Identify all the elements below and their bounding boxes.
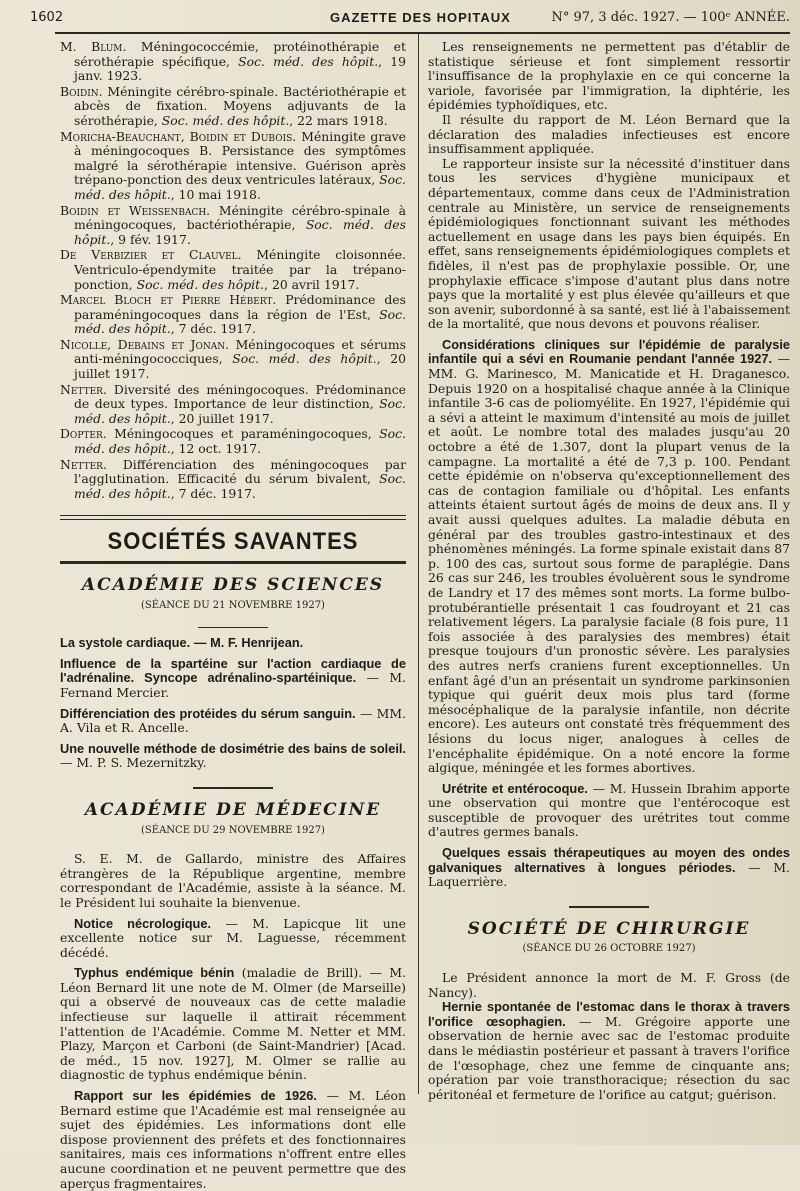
paragraph: Les renseignements ne permettent pas d'établir de statistique sérieuse et font simplement ressortir l'insuffisance de la prophylaxie en ce qui concerne la variole, favorisée par l'immigration, la diphtérie, les épidémies typhoïdiques, etc. — [428, 39, 790, 113]
communication-item: Notice nécrologique. — M. Lapicque lit une excellente notice sur M. Laguesse, récemment décédé. — [60, 915, 406, 960]
paragraph: Le Président annonce la mort de M. F. Gross (de Nancy). — [428, 970, 790, 1000]
reference-item: Netter. Différenciation des méningocoques par l'agglutination. Efficacité du sérum bivalent, Soc. méd. des hôpit., 7 déc. 1917. — [60, 456, 406, 501]
communication-item: Rapport sur les épidémies de 1926. — M. Léon Bernard estime que l'Académie est mal renseignée au sujet des épidémies. Les informations dont elle dispose proviennent des préfets et des fonctionnaires sanitaires, mais ces informations n'offrent entre elles aucune coordination et ne peuvent permettre que des aperçus fragmentaires. — [60, 1088, 406, 1191]
communication-item: Considérations cliniques sur l'épidémie de paralysie infantile qui a sévi en Roumanie pendant l'année 1927. — MM. G. Marinesco, M. Manicatide et H. Draganesco. Depuis 1920 on a hospitalisé chaque année à la Clinique infantile 3-6 cas de poliomyélite. En 1927, l'épidémie qui a sévi a atteint le maximum d'intensité au mois de juillet et août. Le nombre total des malades jusqu'au 20 octobre a été de 1.307, dont la plupart venus de la campagne. La mortalité a été de 7,3 p. 100. Pendant cette épidémie on n'observa qu'exceptionnellement des cas de contagion familiale ou d'hôpital. Les enfants atteints étaient surtout âgés de moins de deux ans. Il y avait aussi quelques adultes. La maladie débuta en général par des troubles gastro-intestinaux et des phénomènes méningés. La forme spinale existait dans 87 p. 100 des cas, surtout sous forme de paraplégie. Dans 26 cas sur 246, les troubles évoluèrent sous le syndrome de Landry et 17 des mêmes sont morts. La forme bulbo-protubérantielle présentait 1 cas foudroyant et 21 cas relativement légers. La paralysie faciale (8 fois pure, 11 fois associée à des paralysies des membres) était presque toujours d'un pronostic sévère. Les paralysies des autres nerfs craniens furent exceptionnelles. Un enfant âgé d'un an présentait un syndrome parkinsonien typique qui guérit deux mois plus tard (forme mésocéphalique de la paralysie infantile, non décrite encore). Les auteurs ont constaté très fréquemment des lésions du locus niger, analogues à celles de l'encéphalite épidémique. On a noté encore la forme algique, méningée et les formes abortives. — [428, 336, 790, 776]
reference-item: Marcel Bloch et Pierre Hébert. Prédominance des paraméningocoques dans la région de l'Est, Soc. méd. des hôpit., 7 déc. 1917. — [60, 292, 406, 337]
societe-chirurgie — [428, 918, 790, 1103]
reference-item: Boidin. Méningite cérébro-spinale. Bactériothérapie et abcès de fixation. Moyens adjuvants de la sérothérapie, Soc. méd. des hôpit., 22 mars 1918. — [60, 83, 406, 128]
running-header — [30, 4, 790, 30]
right-column — [428, 40, 790, 1102]
left-column — [60, 40, 406, 1191]
session-date: (SÉANCE DU 26 OCTOBRE 1927) — [522, 943, 696, 955]
issue-info: N° 97, 3 déc. 1927. — 100ᵉ ANNÉE. — [551, 10, 790, 25]
academy-heading: ACADÉMIE DE MÉDECINE — [84, 799, 382, 820]
section-rule — [569, 906, 649, 908]
reference-item: De Verbizier et Clauvel. Méningite cloisonnée. Ventriculo-épendymite traitée par la trépano-ponction, Soc. méd. des hôpit., 20 avril 1917. — [60, 247, 406, 292]
communication-item: Différenciation des protéides du sérum sanguin. — MM. A. Vila et R. Ancelle. — [60, 705, 406, 736]
communication-item: La systole cardiaque. — M. F. Henrijean. — [60, 635, 304, 651]
short-rule — [198, 627, 268, 628]
reference-item: Moricha-Beauchant, Boidin et Dubois. Méningite grave à méningocoques B. Persistance des symptômes malgré la sérothérapie intensive. Guérison après trépano-ponction des deux ventricules latéraux, Soc. méd. des hôpit., 10 mai 1918. — [60, 128, 406, 202]
communication-item: Typhus endémique bénin (maladie de Brill). — M. Léon Bernard lit une note de M. Olmer (de Marseille) qui a observé de nouveaux cas de cette maladie infectieuse sur laquelle il attirait récemment l'attention de l'Académie. Comme M. Netter et MM. Plazy, Marçon et Carboni (de Saint-Mandrier) [Acad. de méd., 15 nov. 1927], M. Olmer se rallie au diagnostic de typhus endémique bénin. — [60, 965, 406, 1083]
society-heading: SOCIÉTÉ DE CHIRURGIE — [467, 918, 751, 939]
paragraph: Le rapporteur insiste sur la nécessité d'instituer dans tous les services d'hygiène municipaux et départementaux, comme dans ceux de l'Administration centrale au Ministère, un service de renseignements épidémiologiques fonctionnant suivant les méthodes actuellement en usage dans les pays bien équipés. En effet, sans renseignements épidémiologiques complets et fidèles, il n'est pas de prophylaxie possible. Or, une prophylaxie efficace s'impose d'autant plus dans notre pays que la mortalité y est plus élevée qu'ailleurs et que son avenir, subordonné à sa santé, est lié à l'abaissement de la mortalité, que nous devons et pouvons réaliser. — [428, 155, 790, 332]
academie-sciences — [60, 575, 406, 771]
session-date: (SÉANCE DU 21 NOVEMBRE 1927) — [141, 599, 325, 611]
section-rule — [193, 787, 273, 789]
paragraph: S. E. M. de Gallardo, ministre des Affaires étrangères de la République argentine, membre correspondant de l'Académie, assiste à la séance. M. le Président lui souhaite la bienvenue. — [60, 851, 406, 910]
section-title: SOCIÉTÉS SAVANTES — [107, 527, 359, 555]
reference-item: Dopter. Méningocoques et paraméningocoques, Soc. méd. des hôpit., 12 oct. 1917. — [60, 426, 406, 457]
section-banner — [60, 515, 406, 564]
session-date: (SÉANCE DU 29 NOVEMBRE 1927) — [141, 824, 325, 836]
reference-item: Netter. Diversité des méningocoques. Prédominance de deux types. Importance de leur distinction, Soc. méd. des hôpit., 20 juillet 1917. — [60, 381, 406, 426]
academie-medecine — [60, 799, 406, 1191]
paragraph: Il résulte du rapport de M. Léon Bernard que la déclaration des maladies infectieuses est encore insuffisamment appliquée. — [428, 111, 790, 157]
bibliography — [60, 40, 406, 501]
reference-item: M. Blum. Méningococcémie, protéinothérapie et sérothérapie spécifique, Soc. méd. des hôpit., 19 janv. 1923. — [60, 39, 406, 84]
academy-heading: ACADÉMIE DES SCIENCES — [81, 575, 385, 595]
communication-item: Hernie spontanée de l'estomac dans le thorax à travers l'orifice œsophagien. — M. Grégoire apporte une observation de hernie avec sac de l'estomac produite dans le médiastin postérieur et passant à travers l'orifice de l'œsophage, chez une femme de cinquante ans; opération par voie transthoracique; résection du sac péritonéal et fermeture de l'orifice au catgut; guérison. — [428, 999, 790, 1102]
reference-item: Nicolle, Debains et Jonan. Méningocoques et sérums anti-méningococciques, Soc. méd. des hôpit., 20 juillet 1917. — [60, 336, 406, 382]
reference-item: Boidin et Weissenbach. Méningite cérébro-spinale à méningocoques, bactériothérapie, Soc. méd. des hôpit., 9 fév. 1917. — [60, 202, 406, 247]
column-divider — [418, 34, 419, 1094]
page-number: 1602 — [30, 10, 64, 25]
communication-item: Influence de la spartéine sur l'action cardiaque de l'adrénaline. Syncope adrénalino-spartéinique. — M. Fernand Mercier. — [60, 655, 406, 700]
journal-title: GAZETTE DES HOPITAUX — [330, 10, 511, 25]
communication-item: Quelques essais thérapeutiques au moyen des ondes galvaniques alternatives à longues périodes. — M. Laquerrière. — [428, 845, 790, 890]
communication-item: Urétrite et entérocoque. — M. Hussein Ibrahim apporte une observation qui montre que l'entérocoque est susceptible de provoquer des urétrites tout comme d'autres germes banals. — [428, 780, 790, 840]
communication-item: Une nouvelle méthode de dosimétrie des bains de soleil. — M. P. S. Mezernitzky. — [60, 740, 406, 771]
header-rule — [55, 32, 790, 34]
